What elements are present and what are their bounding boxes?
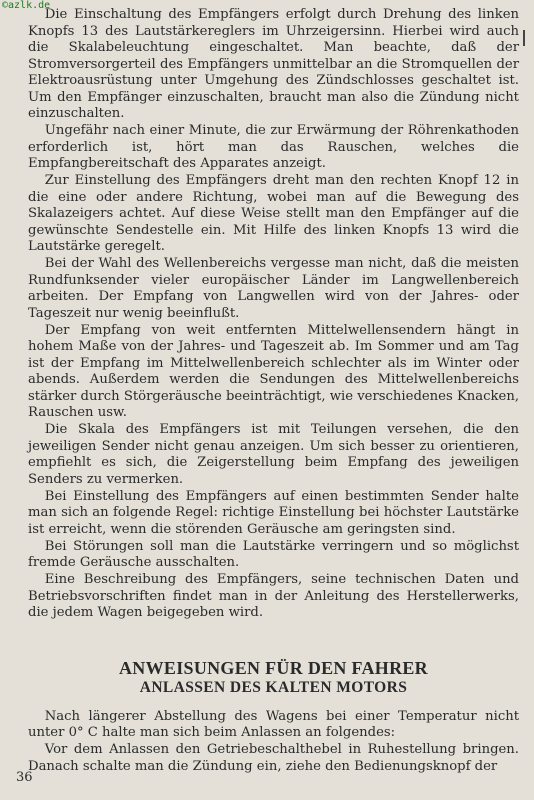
subsection-heading: ANLASSEN DES KALTEN MOTORS — [139, 679, 408, 696]
watermark: ©azlk.de — [2, 0, 51, 11]
paragraph: Die Skala des Empfängers ist mit Teilungen versehen, die den jeweiligen Sender nicht genau anzeigen. Um sich besser zu orientieren, empfiehlt es sich, die Zeigerstellung beim Empfang des jeweiligen Senders zu vermerken. — [28, 422, 519, 487]
paragraph: Ungefähr nach einer Minute, die zur Erwärmung der Röhrenkathoden erforderlich ist, hört man das Rauschen, welches die Empfangbereitschaft des Apparates anzeigt. — [28, 123, 519, 171]
page-body — [28, 7, 519, 775]
margin-mark — [523, 30, 525, 46]
paragraph: Bei der Wahl des Wellenbereichs vergesse man nicht, daß die meisten Rundfunksender vieler europäischer Länder im Langwellenbereich arbeiten. Der Empfang von Langwellen wird von der Jahres- oder Tageszeit nur wenig beeinflußt. — [28, 256, 519, 321]
paragraph: Der Empfang von weit entfernten Mittelwellensendern hängt in hohem Maße von der Jahres- und Tageszeit ab. Im Sommer und am Tag ist der Empfang im Mittelwellenbereich schlechter als im Winter oder abends. Außerdem werden die Sendungen des Mittelwellenbereichs stärker durch Störgeräusche beeinträchtigt, wie verschiedenes Knacken, Rauschen usw. — [28, 322, 520, 420]
paragraph: Zur Einstellung des Empfängers dreht man den rechten Knopf 12 in die eine oder andere Richtung, wobei man auf die Bewegung des Skalazeigers achtet. Auf diese Weise stellt man den Empfänger auf die gewünschte Sendestelle ein. Mit Hilfe des linken Knopfs 13 wird die Lautstärke geregelt. — [28, 173, 519, 254]
page-number: 36 — [16, 770, 33, 785]
paragraph: Nach längerer Abstellung des Wagens bei einer Temperatur nicht unter 0° C halte man sich beim Anlassen an folgendes: — [28, 708, 519, 740]
paragraph: Vor dem Anlassen den Getriebeschalthebel in Ruhestellung bringen. Danach schalte man die Zündung ein, ziehe den Bedienungsknopf der — [28, 742, 519, 774]
paragraph: Eine Beschreibung des Empfängers, seine technischen Daten und Betriebsvorschriften findet man in der Anleitung des Herstellerwerks, die jedem Wagen beigegeben wird. — [28, 572, 519, 620]
paragraph: Die Einschaltung des Empfängers erfolgt durch Drehung des linken Knopfs 13 des Lautstärkereglers im Uhrzeigersinn. Hierbei wird auch die Skalabeleuchtung eingeschaltet. Man beachte, daß der Stromversorgerteil des Empfängers unmittelbar an die Stromquellen der Elektroausrüstung unter Umgehung des Zündschlosses geschaltet ist. Um den Empfänger einzuschalten, braucht man also die Zündung nicht einzuschalten. — [28, 7, 519, 121]
section-heading: ANWEISUNGEN FÜR DEN FAHRER — [119, 657, 428, 678]
paragraph: Bei Einstellung des Empfängers auf einen bestimmten Sender halte man sich an folgende Regel: richtige Einstellung bei höchster Lautstärke ist erreicht, wenn die störenden Geräusche am geringsten sind. — [28, 488, 519, 537]
paragraph: Bei Störungen soll man die Lautstärke verringern und so möglichst fremde Geräusche ausschalten. — [28, 538, 519, 570]
